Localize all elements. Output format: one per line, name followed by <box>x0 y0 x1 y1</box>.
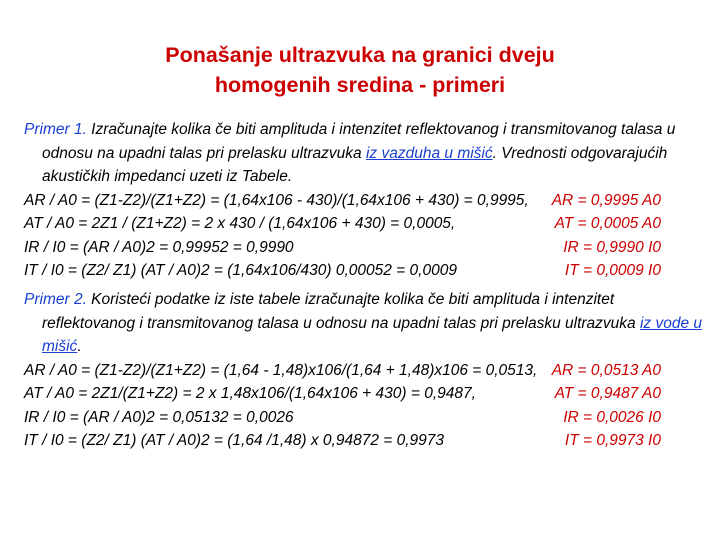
example-1-intro: Izračunajte kolika če biti amplituda i intenzitet reflektovanog i transmitovanog talasa u odnosu na upadni talas pri prelasku ultrazvuka <box>42 121 676 162</box>
example-2-equation-row <box>24 406 704 430</box>
result: AR = 0,0513 A0 <box>551 361 661 379</box>
equation: IT / I0 = (Z2/ Z1) (AT / A0)2 = (1,64 /1,48) x 0,94872 = 0,9973 <box>24 432 445 449</box>
example-1-equation-row <box>24 259 704 283</box>
example-2-equation-row <box>24 382 704 406</box>
equation: AR / A0 = (Z1-Z2)/(Z1+Z2) = (1,64 - 1,48)x106/(1,64 + 1,48)x106 = 0,0513, <box>24 361 538 379</box>
result: IT = 0,0009 I0 <box>564 262 661 279</box>
example-1-label: Primer 1. <box>24 121 87 138</box>
example-2-intro: Koristeći podatke iz iste tabele izračunajte kolika če biti amplituda i intenzitet reflektovanog i transmitovanog talasa u odnosu na upadni talas pri prelasku ultrazvuka <box>42 291 640 332</box>
example-2-outro: . <box>77 338 82 355</box>
example-2-label: Primer 2. <box>24 291 87 308</box>
example-1-medium-link: iz vazduha u mišić <box>365 144 493 162</box>
equation: IR / I0 = (AR / A0)2 = 0,99952 = 0,9990 <box>24 238 294 256</box>
equation: AT / A0 = 2Z1 / (Z1+Z2) = 2 x 430 / (1,64x106 + 430) = 0,0005, <box>24 215 456 232</box>
example-1 <box>24 118 704 283</box>
example-2-equation-row <box>24 359 704 383</box>
equation: AR / A0 = (Z1-Z2)/(Z1+Z2) = (1,64x106 - 430)/(1,64x106 + 430) = 0,9995, <box>24 191 529 209</box>
example-2-text <box>24 288 704 359</box>
example-2 <box>24 288 704 453</box>
example-1-equation-row <box>24 212 704 236</box>
result: AR = 0,9995 A0 <box>551 191 661 209</box>
title-line-2: homogenih sredina - primeri <box>214 73 506 97</box>
equation: IR / I0 = (AR / A0)2 = 0,05132 = 0,0026 <box>24 408 294 426</box>
result: IR = 0,0026 I0 <box>563 408 661 426</box>
example-1-equation-row <box>24 236 704 260</box>
example-1-outro: . Vrednosti odgovarajućih akustičkih impedanci uzeti iz Tabele. <box>42 144 668 185</box>
result: AT = 0,0005 A0 <box>554 215 661 232</box>
example-2-equation-row <box>24 429 704 453</box>
example-1-equation-row <box>24 189 704 213</box>
slide-title <box>0 40 720 100</box>
example-1-text <box>24 118 704 189</box>
result: IT = 0,9973 I0 <box>564 432 661 449</box>
equation: AT / A0 = 2Z1/(Z1+Z2) = 2 x 1,48x106/(1,64x106 + 430) = 0,9487, <box>24 385 476 402</box>
equation: IT / I0 = (Z2/ Z1) (AT / A0)2 = (1,64x106/430) 0,00052 = 0,0009 <box>24 262 457 279</box>
example-2-medium-link: iz vode u mišić <box>42 314 703 355</box>
result: AT = 0,9487 A0 <box>554 385 661 402</box>
result: IR = 0,9990 I0 <box>563 238 661 256</box>
title-line-1: Ponašanje ultrazvuka na granici dveju <box>165 43 555 67</box>
